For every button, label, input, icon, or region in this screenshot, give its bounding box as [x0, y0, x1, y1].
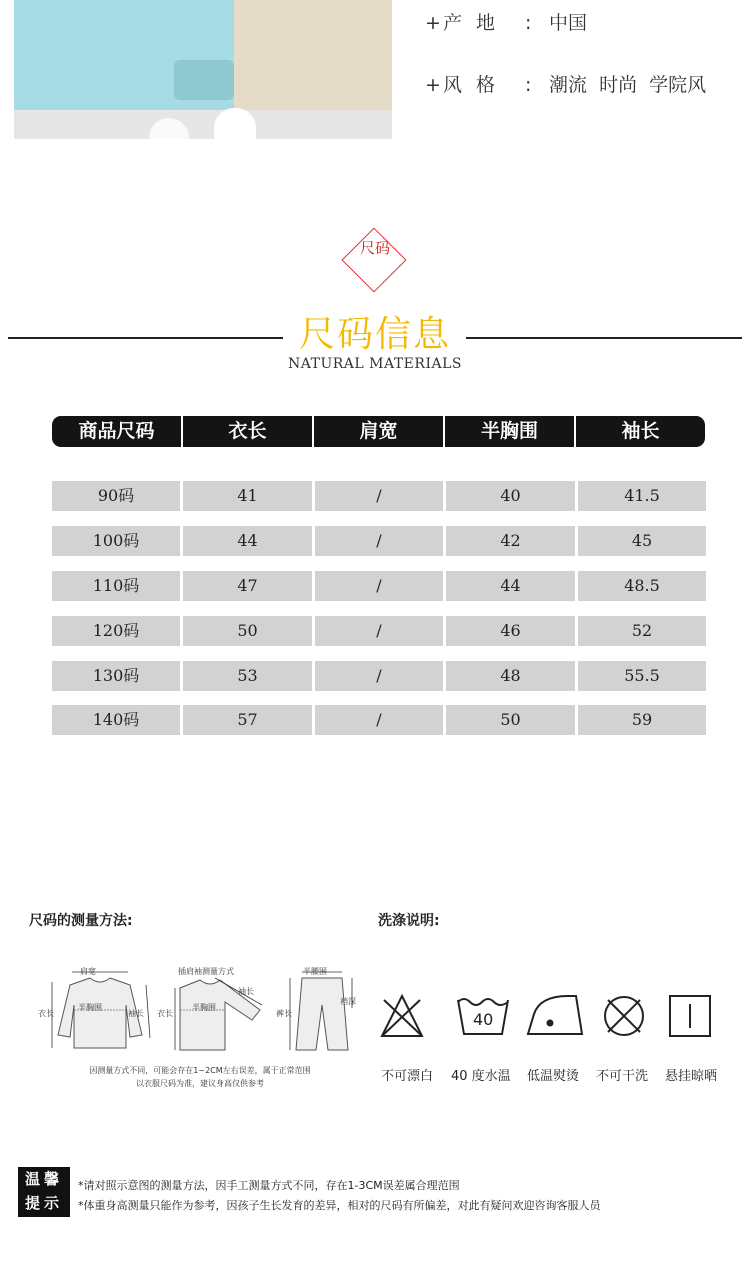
- cell-sleeve: 41.5: [578, 481, 706, 511]
- cell-sleeve: 45: [578, 526, 706, 556]
- cell-chest: 44: [446, 571, 575, 601]
- cell-sleeve: 55.5: [578, 661, 706, 691]
- spec-key: 产地: [443, 12, 510, 34]
- cell-shoulder: /: [315, 526, 443, 556]
- cell-shoulder: /: [315, 481, 443, 511]
- label-rise: 裆深: [340, 997, 356, 1006]
- header-shoulder: 肩宽: [359, 420, 398, 442]
- spec-value: 潮流 时尚 学院风: [549, 74, 707, 96]
- spec-key: 风格: [443, 74, 510, 96]
- table-row: [52, 661, 706, 691]
- cell-sleeve: 59: [578, 705, 706, 735]
- cell-chest: 46: [446, 616, 575, 646]
- table-row: [52, 616, 706, 646]
- header-sleeve: 袖长: [621, 420, 660, 442]
- label-raglan-length: 衣长: [157, 1009, 173, 1018]
- spec-style: + 风格 : 潮流 时尚 学院风: [425, 70, 706, 97]
- care-label: 低温熨烫: [527, 1069, 580, 1084]
- measure-note-2: 以衣服尺码为准，建议身高仅供参考: [136, 1079, 264, 1088]
- no-bleach-icon: [382, 996, 422, 1036]
- label-shoulder: 肩宽: [80, 967, 96, 976]
- cell-chest: 40: [446, 481, 575, 511]
- tips-badge-line1: 温馨: [24, 1170, 63, 1188]
- no-dry-clean-icon: [605, 997, 643, 1035]
- section-title: 尺码信息: [298, 314, 451, 355]
- table-row: [52, 481, 706, 511]
- divider-left: [8, 337, 283, 339]
- header-chest: 半胸围: [480, 420, 538, 442]
- care-icons: [378, 990, 718, 1042]
- care-label: 40 度水温: [451, 1069, 511, 1084]
- wash-temp-text: 40: [473, 1010, 494, 1029]
- care-label: 不可漂白: [381, 1069, 434, 1084]
- cell-sleeve: 52: [578, 616, 706, 646]
- cell-size: 90码: [52, 481, 180, 511]
- cell-shoulder: /: [315, 571, 443, 601]
- measure-title: 尺码的测量方法:: [29, 913, 133, 929]
- size-table-header: [52, 416, 705, 447]
- header-length: 衣长: [228, 420, 267, 442]
- product-photo: [14, 0, 392, 139]
- cell-length: 41: [183, 481, 312, 511]
- header-size: 商品尺码: [78, 420, 155, 442]
- tip-line-1: *请对照示意图的测量方法，因手工测量方式不同，存在1-3CM误差属合理范围: [78, 1179, 460, 1192]
- label-waist: 半腰围: [303, 967, 327, 976]
- cell-sleeve: 48.5: [578, 571, 706, 601]
- table-row: [52, 571, 706, 601]
- line-dry-icon: [670, 996, 710, 1036]
- cell-size: 110码: [52, 571, 180, 601]
- tips-badge: [18, 1167, 70, 1217]
- label-raglan-sleeve: 袖长: [238, 987, 254, 996]
- label-raglan-chest: 半胸围: [192, 1003, 216, 1012]
- low-iron-icon: [528, 996, 582, 1034]
- badge-text: 尺码: [359, 239, 390, 257]
- cell-size: 100码: [52, 526, 180, 556]
- tip-line-2: *体重身高测量只能作为参考，因孩子生长发育的差异，相对的尺码有所偏差，对此有疑问欢迎咨询客服人员: [78, 1199, 601, 1212]
- label-sleeve: 袖长: [128, 1009, 144, 1018]
- cell-chest: 50: [446, 705, 575, 735]
- cell-chest: 42: [446, 526, 575, 556]
- label-length: 衣长: [38, 1009, 54, 1018]
- cell-length: 47: [183, 571, 312, 601]
- cell-chest: 48: [446, 661, 575, 691]
- cell-shoulder: /: [315, 661, 443, 691]
- measure-note-1: 因测量方式不同，可能会存在1~2CM左右误差，属于正常范围: [89, 1066, 311, 1075]
- cell-shoulder: /: [315, 616, 443, 646]
- spec-origin: + 产地 : 中国: [425, 8, 587, 35]
- table-row: [52, 705, 706, 735]
- care-label: 不可干洗: [596, 1069, 649, 1084]
- spec-value: 中国: [549, 12, 588, 34]
- cell-shoulder: /: [315, 705, 443, 735]
- care-title: 洗涤说明:: [378, 913, 440, 929]
- care-label: 悬挂晾晒: [665, 1069, 718, 1084]
- label-chest: 半胸围: [78, 1003, 102, 1012]
- cell-length: 50: [183, 616, 312, 646]
- section-subtitle: NATURAL MATERIALS: [288, 356, 462, 372]
- cell-length: 57: [183, 705, 312, 735]
- divider-right: [466, 337, 742, 339]
- iron-dot-icon: [547, 1020, 554, 1027]
- badge-diamond: [341, 227, 406, 292]
- tips-badge-line2: 提示: [24, 1194, 63, 1212]
- label-pants-length: 裤长: [276, 1009, 292, 1018]
- label-raglan: 插肩袖测量方式: [178, 967, 234, 976]
- cell-length: 53: [183, 661, 312, 691]
- cell-size: 140码: [52, 705, 180, 735]
- cell-length: 44: [183, 526, 312, 556]
- cell-size: 130码: [52, 661, 180, 691]
- table-row: [52, 526, 706, 556]
- cell-size: 120码: [52, 616, 180, 646]
